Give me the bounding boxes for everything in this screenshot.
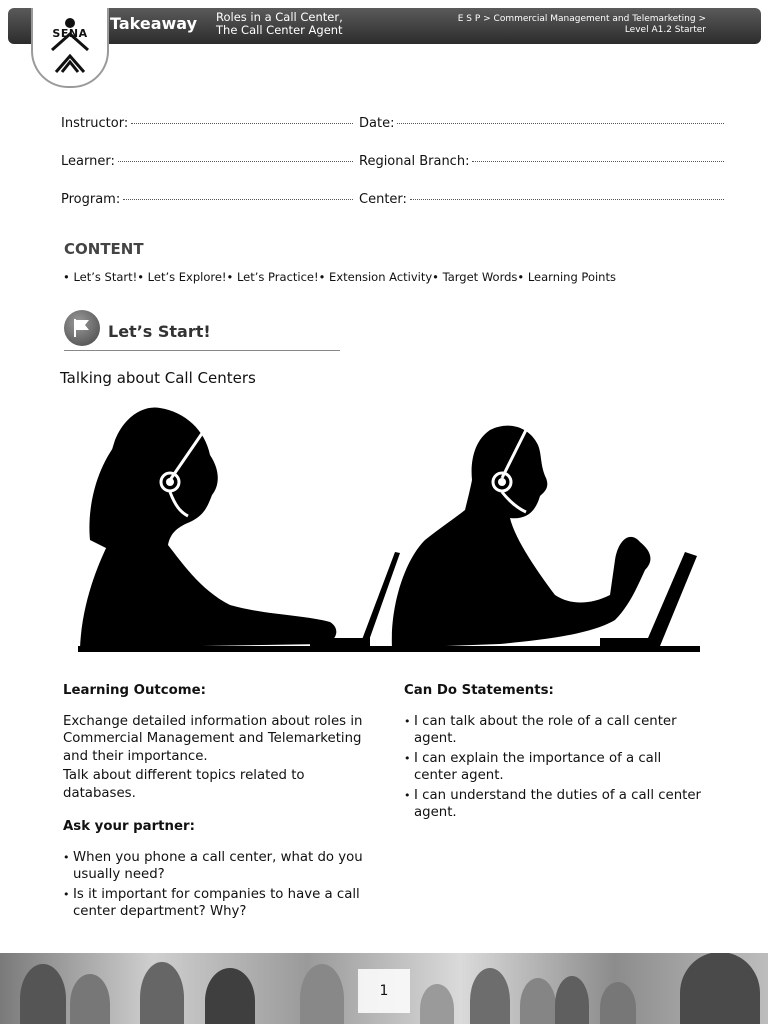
list-item: • I can understand the duties of a call center agent.: [404, 787, 704, 822]
content-item[interactable]: • Extension Activity: [318, 270, 433, 284]
learner-field[interactable]: Learner:: [61, 154, 353, 169]
photo-person: [555, 976, 589, 1024]
content-item[interactable]: • Target Words: [432, 270, 518, 284]
content-item[interactable]: • Let’s Explore!: [137, 270, 227, 284]
program-field[interactable]: Program:: [61, 192, 353, 207]
photo-person: [300, 964, 344, 1024]
photo-person: [70, 974, 110, 1024]
section-header: [64, 310, 340, 351]
regional-branch-field[interactable]: Regional Branch:: [359, 154, 724, 169]
learning-outcome-text: Talk about different topics related to databases.: [63, 768, 305, 801]
list-item: • I can talk about the role of a call center agent.: [404, 713, 704, 748]
list-item: • When you phone a call center, what do you usually need?: [63, 849, 363, 884]
instructor-field[interactable]: Instructor:: [61, 116, 353, 131]
photo-person: [520, 978, 556, 1024]
flag-icon: [64, 310, 100, 346]
photo-person: [20, 964, 66, 1024]
learning-outcome-heading: Learning Outcome:: [63, 683, 206, 698]
ask-partner-list: [63, 849, 363, 921]
content-list: [63, 270, 616, 284]
list-item: • Is it important for companies to have a call center department? Why?: [63, 886, 363, 921]
sena-logo: SENA: [31, 8, 109, 88]
can-do-heading: Can Do Statements:: [404, 683, 554, 698]
can-do-section: [404, 682, 704, 824]
header-bar: [8, 8, 761, 44]
learning-outcome-section: [63, 682, 363, 923]
list-item: • I can explain the importance of a call center agent.: [404, 750, 704, 785]
section-subtitle: Talking about Call Centers: [60, 369, 256, 387]
center-field[interactable]: Center:: [359, 192, 724, 207]
photo-person: [470, 968, 510, 1024]
page-number: 1: [358, 969, 410, 1013]
content-item[interactable]: • Let’s Start!: [63, 270, 138, 284]
ask-partner-heading: Ask your partner:: [63, 819, 195, 834]
header-title: Takeaway: [110, 14, 198, 33]
photo-person: [600, 982, 636, 1024]
call-center-agents-illustration: [70, 400, 710, 660]
content-item[interactable]: • Learning Points: [517, 270, 616, 284]
can-do-list: [404, 713, 704, 822]
date-field[interactable]: Date:: [359, 116, 724, 131]
photo-person: [205, 968, 255, 1024]
sena-logo-icon: [40, 16, 100, 76]
learning-outcome-text: Exchange detailed information about roles in Commercial Management and Telemarketing and their importance.: [63, 713, 363, 764]
content-item[interactable]: • Let’s Practice!: [226, 270, 319, 284]
header-subtitle: Roles in a Call Center, The Call Center Agent: [216, 10, 343, 37]
photo-person: [680, 953, 760, 1024]
photo-person: [140, 962, 184, 1024]
section-title: Let’s Start!: [108, 322, 211, 341]
breadcrumb: E S P > Commercial Management and Telemarketing > Level A1.2 Starter: [457, 14, 706, 35]
photo-person: [420, 984, 454, 1024]
content-heading: CONTENT: [64, 240, 144, 258]
